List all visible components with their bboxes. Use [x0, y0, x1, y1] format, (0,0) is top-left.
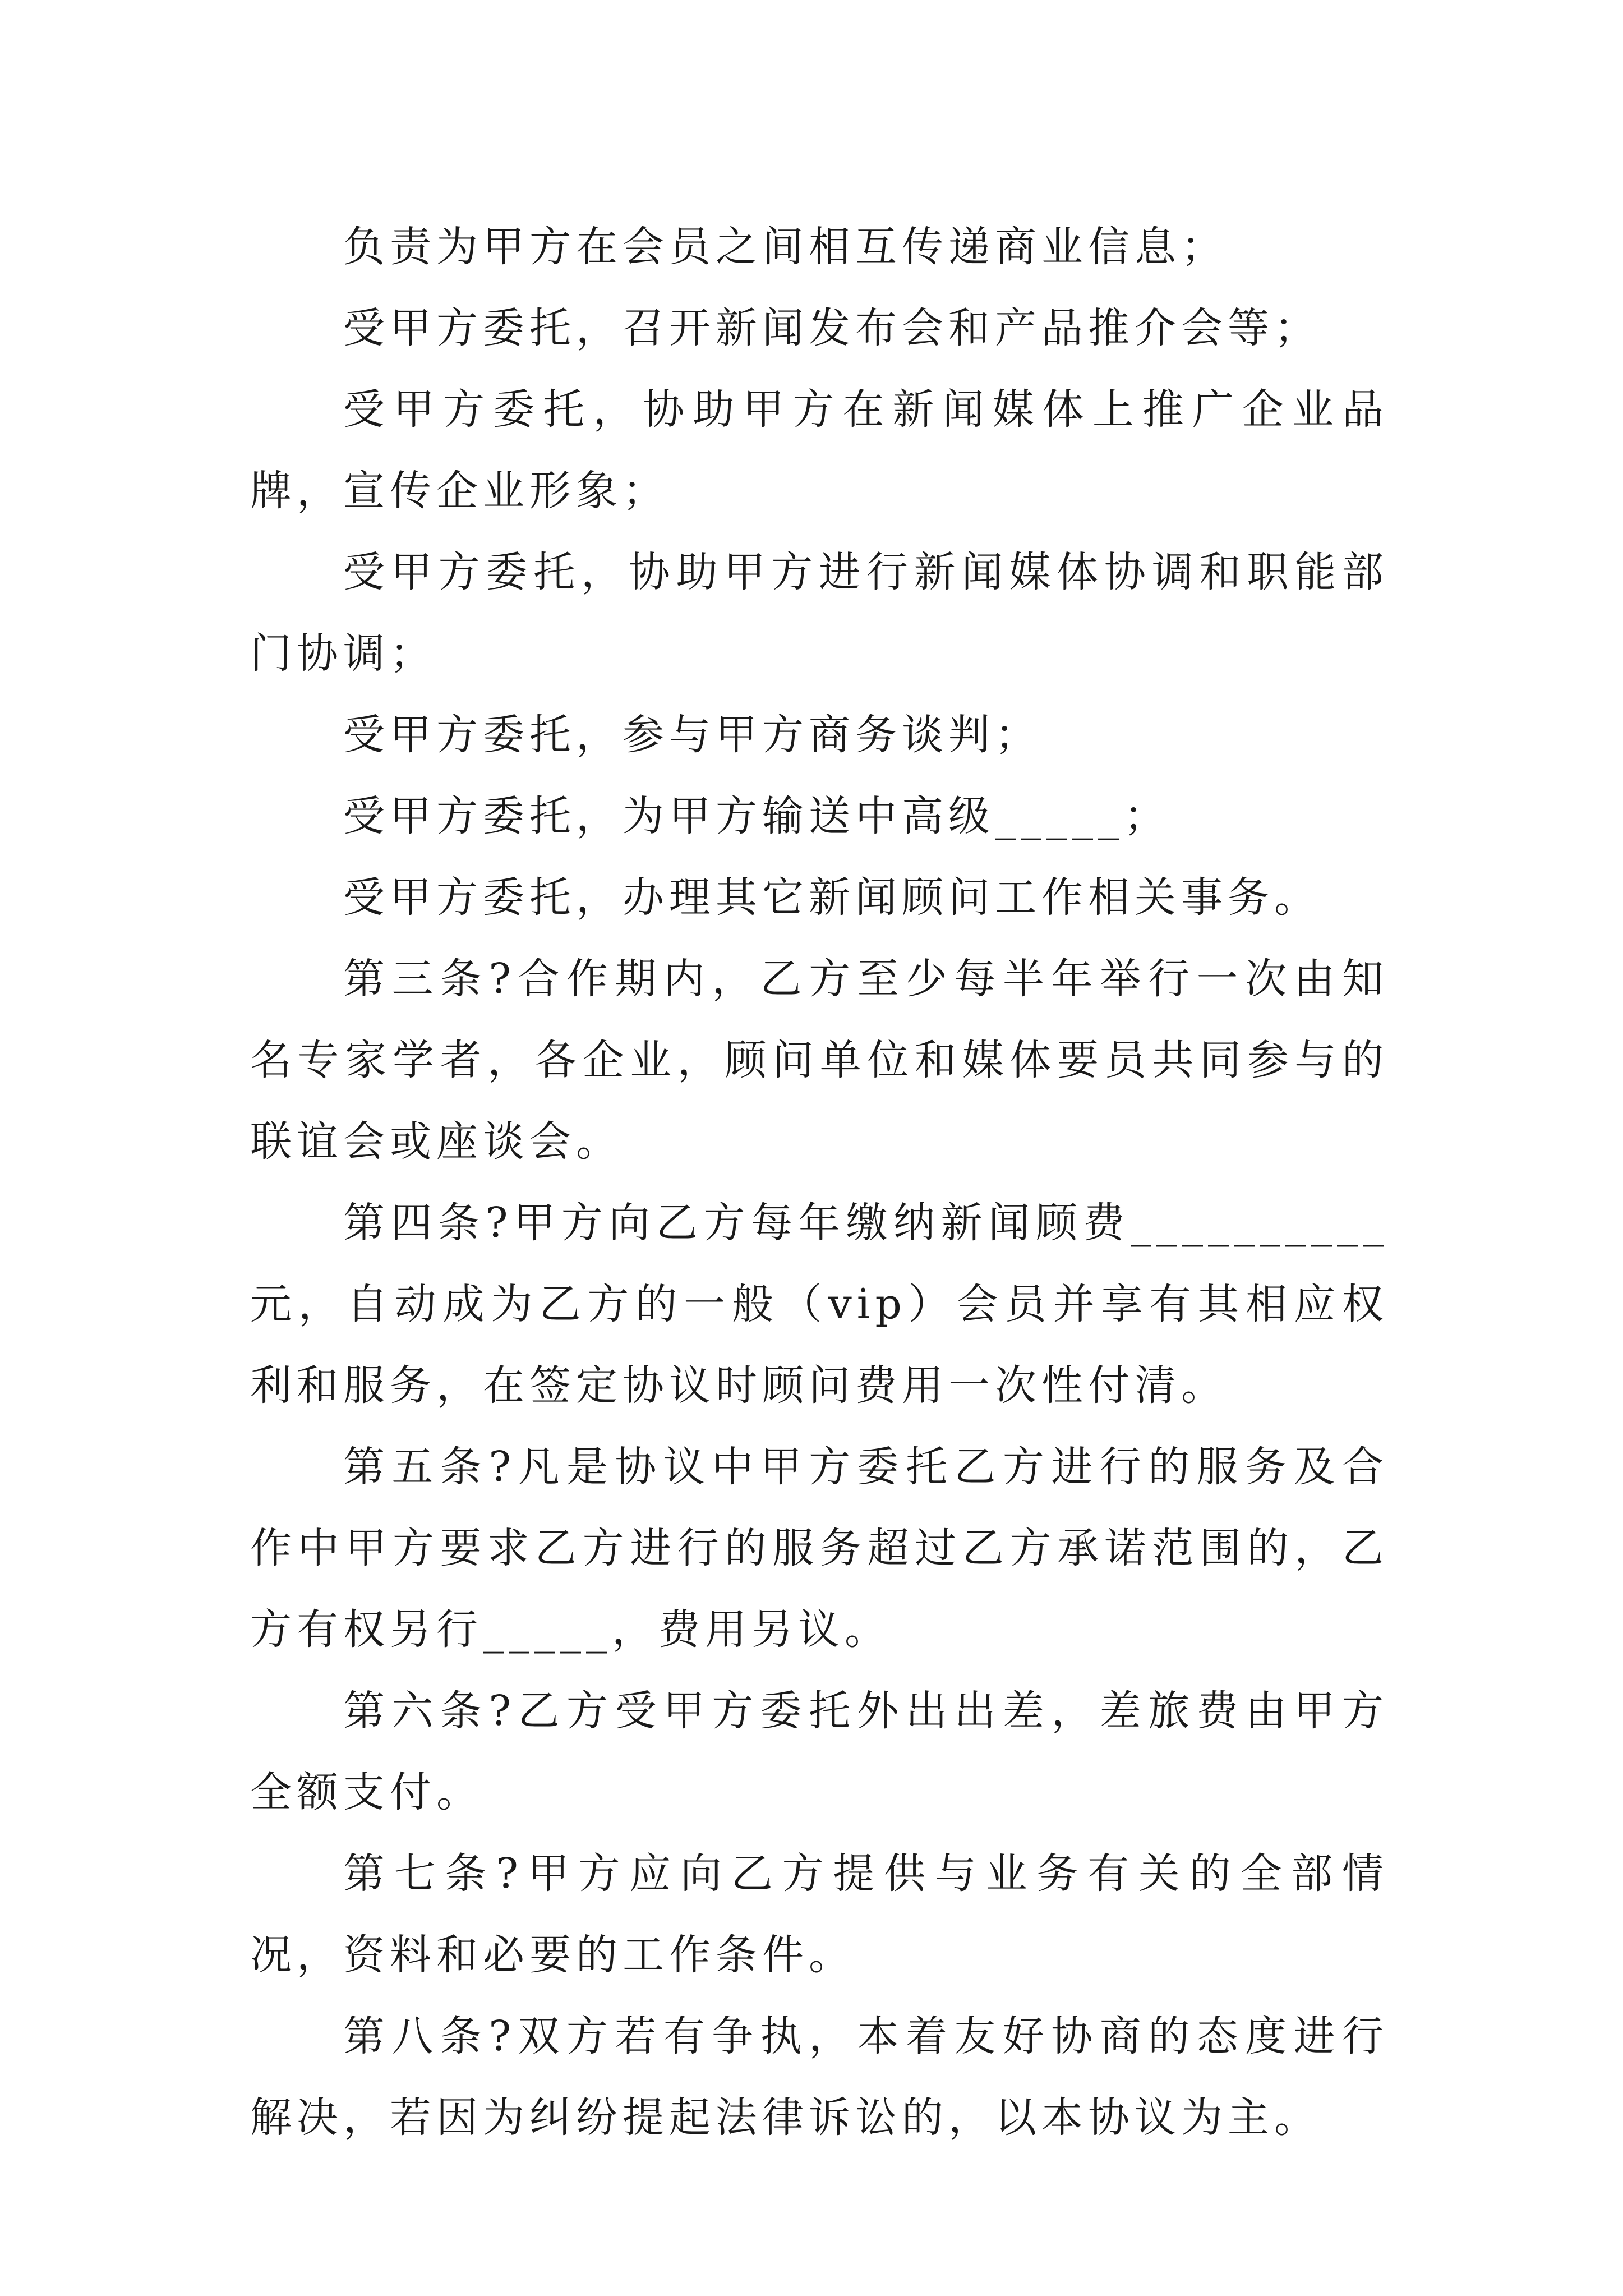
- paragraph-6: 受甲方委托，为甲方输送中高级_____；: [343, 792, 1170, 840]
- article-5: 第五条?凡是协议中甲方委托乙方进行的服务及合作中甲方要求乙方进行的服务超过乙方承诺范围的，乙方有权另行_____，费用另议。: [250, 1443, 1389, 1654]
- paragraph-3: 受甲方委托，协助甲方在新闻媒体上推广企业品牌，宣传企业形象；: [250, 385, 1389, 515]
- article-3: 第三条?合作期内，乙方至少每半年举行一次由知名专家学者，各企业，顾问单位和媒体要员共同参与的联谊会或座谈会。: [250, 955, 1389, 1166]
- article-8: 第八条?双方若有争执，本着友好协商的态度进行解决，若因为纠纷提起法律诉讼的，以本协议为主。: [250, 2012, 1389, 2142]
- paragraph-5: 受甲方委托，参与甲方商务谈判；: [343, 711, 1041, 759]
- paragraph-2: 受甲方委托，召开新闻发布会和产品推介会等；: [343, 304, 1321, 352]
- article-4: 第四条?甲方向乙方每年缴纳新闻顾费__________元，自动成为乙方的一般（vip）会员并享有其相应权利和服务，在签定协议时顾问费用一次性付清。: [250, 1199, 1389, 1410]
- paragraph-7: 受甲方委托，办理其它新闻顾问工作相关事务。: [343, 873, 1321, 922]
- paragraph-1: 负责为甲方在会员之间相互传递商业信息；: [343, 223, 1228, 271]
- document-body: [250, 206, 1389, 2159]
- article-7: 第七条?甲方应向乙方提供与业务有关的全部情况，资料和必要的工作条件。: [250, 1849, 1389, 1979]
- paragraph-4: 受甲方委托，协助甲方进行新闻媒体协调和职能部门协调；: [250, 548, 1389, 678]
- article-6: 第六条?乙方受甲方委托外出出差，差旅费由甲方全额支付。: [250, 1687, 1389, 1816]
